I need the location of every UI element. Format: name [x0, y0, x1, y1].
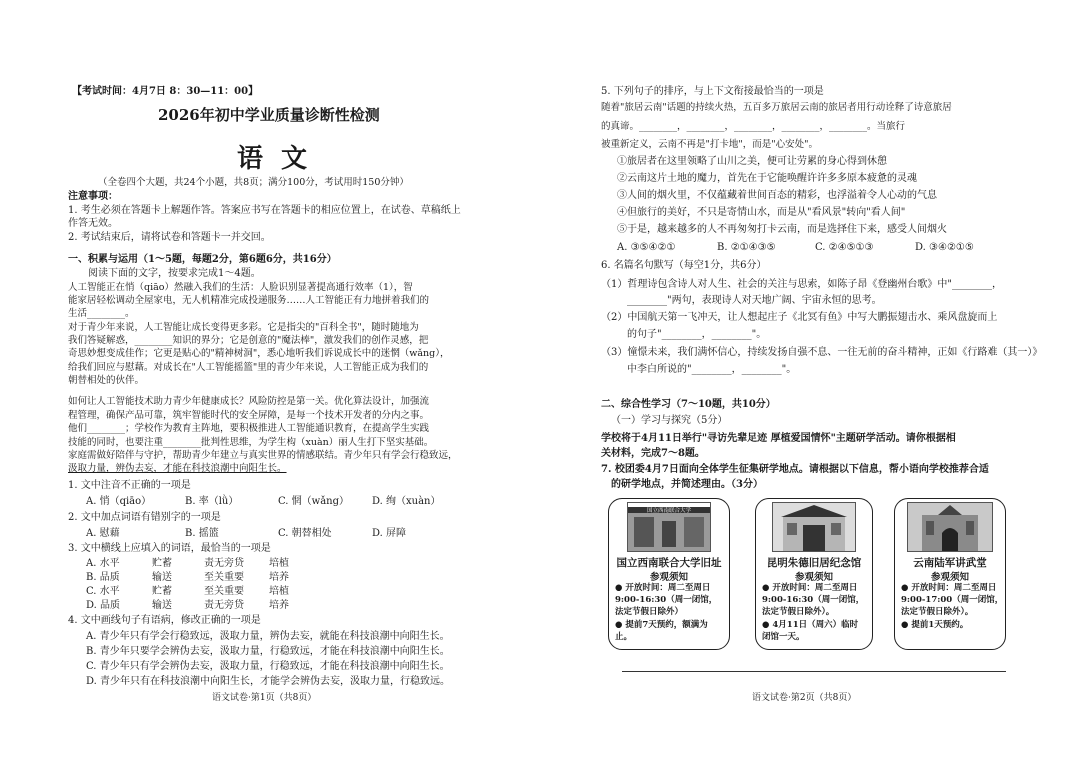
note-line: 1. 考生必须在答题卡上解题作答。答案应书写在答题卡的相应位置上，在试卷、草稿纸上	[68, 205, 461, 216]
site-card-southwest-associated-university	[608, 498, 730, 650]
note-line: 作答无效。	[68, 218, 118, 229]
q5-item: ③人间的烟火里，不仅蕴藏着世间百态的精彩，也浮溢着令人心动的气息	[617, 190, 937, 201]
q4-option: D. 青少年只有在科技浪潮中向阳生长，才能学会辨伪去妄，汲取力量，行稳致远。	[86, 676, 451, 687]
rules-line: ● 提前7天预约，额满为	[615, 620, 708, 630]
q4-option: B. 青少年只要学会辨伪去妄，汲取力量，行稳致远，才能在科技浪潮中向阳生长。	[86, 646, 450, 657]
passage-underlined-line: 汲取力量，辨伪去妄，才能在科技浪潮中向阳生长。	[68, 463, 287, 474]
q5-text: 随着"旅居云南"话题的持续火热，五百多万旅居云南的旅居者用行动诠释了诗意旅居	[601, 102, 952, 113]
site-name: 云南陆军讲武堂	[913, 557, 987, 569]
q3-row-c-2: 贮蓄	[152, 586, 172, 597]
site-card-zhu-de-residence	[755, 498, 873, 650]
rules-line: ● 开放时间：周二至周日	[901, 583, 997, 593]
q5-item: ⑤于是，越来越多的人不再匆匆打卡云南，而是选择住下来，感受人间烟火	[617, 224, 947, 235]
q1-option-d: D. 绚（xuàn）	[372, 496, 441, 507]
q5-item: ④但旅行的美好，不只是寄情山水，而是从"看风景"转向"看人间"	[617, 207, 906, 218]
rules-line: ● 4月11日（周六）临时	[762, 620, 859, 630]
site-name: 昆明朱德旧居纪念馆	[766, 557, 862, 569]
rules-line: ● 开放时间：周二至周日	[762, 583, 858, 593]
rules-line: 法定节假日除外）。	[762, 607, 835, 617]
rules-line: 9:00-16:30（周一闭馆，	[762, 595, 865, 605]
question-2: 2. 文中加点词语有错别字的一项是	[68, 512, 221, 523]
sub-heading: （一）学习与探究（5分）	[611, 415, 728, 426]
passage-line: 程管理，确保产品可靠，筑牢智能时代的安全屏障，是每一个技术开发者的分内之事。	[68, 410, 430, 421]
q3-row-d-2: 输送	[152, 600, 172, 611]
site-photo	[772, 502, 856, 552]
passage-line: 我们答疑解惑，________知识的界分；它是创意的"魔法棒"，激发我们的创作灵感，把	[68, 335, 429, 346]
q3-row-a-4: 培植	[269, 558, 289, 569]
photo-sign-text: 国立西南联合大学	[646, 508, 692, 514]
passage-line: 技能的同时，也要注重________批判性思维，为学生构（xuàn）丽人生打下坚实基础。	[68, 437, 434, 448]
q5-text: 的真谛。________，________，________，________，________。当旅行	[601, 121, 906, 132]
q2-option-d: D. 屏障	[372, 528, 407, 539]
q2-option-b: B. 摇篮	[185, 528, 219, 539]
q3-row-a-2: 贮蓄	[152, 558, 172, 569]
q1-option-b: B. 率（lǜ）	[185, 496, 239, 507]
passage-line: 家庭需做好陪伴与守护，帮助青少年建立与真实世界的情感联结。青少年只有学会行稳致远，	[68, 450, 458, 461]
q2-option-c: C. 朝替相处	[278, 528, 332, 539]
passage-line: 他们________；学校作为教育主阵地，要积极推进人工智能通识教育，在提高学生实践	[68, 423, 430, 434]
q3-row-d-3: 责无旁贷	[204, 600, 244, 611]
q5-item: ①旅居者在这里领略了山川之美，便可让劳累的身心得到休憩	[617, 156, 887, 167]
reading-prompt: 阅读下面的文字，按要求完成1～4题。	[88, 268, 261, 279]
page-footer: 语文试卷·第1页（共8页）	[212, 693, 317, 703]
q6-line: （1）哲理诗包含诗人对人生、社会的关注与思索，如陈子昂《登幽州台歌》中"________，	[601, 279, 1002, 290]
passage-line: 给我们回应与慰藉。对成长在"人工智能摇篮"里的青少年来说，人工智能正成为我们的	[68, 362, 429, 373]
rules-title: 参观须知	[794, 572, 833, 583]
site-card-yunnan-military-academy	[894, 498, 1006, 650]
exam-title: 2026年初中学业质量诊断性检测	[158, 106, 380, 124]
question-7: 7. 校团委4月7日面向全体学生征集研学地点。请根据以下信息，帮小语向学校推荐合适	[601, 464, 989, 475]
passage-line: 如何让人工智能技术助力青少年健康成长？风险防控是第一关。优化算法设计，加强流	[68, 396, 430, 407]
q4-option: C. 青少年只有学会辨伪去妄，汲取力量，行稳致远，才能在科技浪潮中向阳生长。	[86, 661, 450, 672]
exam-time: 【考试时间：4月7日 8：30—11：00】	[72, 86, 259, 97]
question-6: 6. 名篇名句默写（每空1分，共6分）	[601, 260, 767, 271]
q6-line: 的句子"________，________"。	[627, 329, 767, 340]
site-name: 国立西南联合大学旧址	[616, 557, 722, 569]
question-7: 的研学地点，并简述理由。（3分）	[611, 479, 763, 490]
rules-line: ● 开放时间：周二至周日	[615, 583, 711, 593]
q3-row-b-3: 至关重要	[204, 572, 244, 583]
q3-row-d-4: 培养	[269, 600, 289, 611]
q3-row-b-4: 培养	[269, 572, 289, 583]
q5-option-d: D. ③④②①⑤	[915, 242, 974, 253]
q3-row-a-1: A. 水平	[86, 558, 120, 569]
q6-line: （3）憧憬未来，我们满怀信心，持续发扬自强不息、一往无前的奋斗精神，正如《行路难（其一）》	[601, 347, 1043, 358]
passage-line: 朝替相处的伙伴。	[68, 375, 145, 386]
q3-row-b-1: B. 品质	[86, 572, 120, 583]
q1-option-a: A. 悄（qiāo）	[86, 496, 152, 507]
site-photo	[907, 502, 993, 552]
q4-option: A. 青少年只有学会行稳致远，汲取力量，辨伪去妄，就能在科技浪潮中向阳生长。	[86, 631, 450, 642]
rules-line: 9:00-16:30（周一闭馆，	[615, 595, 718, 605]
q5-option-a: A. ③⑤④②①	[617, 242, 676, 253]
q2-option-a: A. 慰藉	[86, 528, 120, 539]
rules-line: 9:00-17:00（周一闭馆，	[901, 595, 1004, 605]
page-footer: 语文试卷·第2页（共8页）	[752, 693, 857, 703]
q3-row-c-3: 至关重要	[204, 586, 244, 597]
section-2-heading: 二、综合性学习（7～10题，共10分）	[601, 399, 776, 410]
q6-line: ________"两句，表现诗人对天地广阔、宇宙永恒的思考。	[627, 295, 882, 306]
site-photo	[627, 502, 711, 552]
q5-option-c: C. ②④⑤①③	[815, 242, 874, 253]
q3-row-a-3: 责无旁贷	[204, 558, 244, 569]
rules-title: 参观须知	[649, 572, 688, 583]
note-line: 2. 考试结束后，请将试卷和答题卡一并交回。	[68, 232, 271, 243]
section-1-heading: 一、积累与运用（1～5题，每题2分，第6题6分，共16分）	[68, 254, 337, 265]
q5-item: ②云南这片土地的魔力，首先在于它能唤醒许许多多原本疲惫的灵魂	[617, 173, 917, 184]
q3-row-c-4: 培植	[269, 586, 289, 597]
passage-line: 能家居轻松调动全屋家电，无人机精准完成投递服务……人工智能正有力地拼着我们的	[68, 295, 430, 306]
rules-line: 法定节假日除外）。	[901, 607, 974, 617]
passage-line: 生活________。	[68, 308, 135, 319]
question-1: 1. 文中注音不正确的一项是	[68, 480, 191, 491]
exam-info: （全卷四个大题，共24个小题，共8页；满分100分，考试用时150分钟）	[98, 177, 409, 188]
subject-title: 语文	[237, 144, 326, 174]
q5-option-b: B. ②①④③⑤	[717, 242, 776, 253]
intro-line: 学校将于4月11日举行"寻访先辈足迹 厚植爱国情怀"主题研学活动。请你根据相	[601, 433, 956, 444]
q3-row-d-1: D. 品质	[86, 600, 121, 611]
notes-heading: 注意事项：	[68, 191, 118, 202]
q6-line: 中李白所说的"________，________"。	[627, 364, 797, 375]
q3-row-b-2: 输送	[152, 572, 172, 583]
rules-line: 止。	[615, 632, 633, 642]
passage-line: 人工智能正在悄（qiāo）然融入我们的生活：人脸识别显著提高通行效率（1），智	[68, 282, 413, 293]
rules-line: 法定节假日除外）	[615, 607, 684, 617]
q6-line: （2）中国航天第一飞冲天，让人想起庄子《北冥有鱼》中写大鹏振翅击水、乘风盘旋而上	[601, 312, 998, 323]
passage-line: 奇思妙想变成佳作；它更是贴心的"精神树洞"，悉心地听我们诉说成长中的迷惘（wǎng），	[68, 348, 450, 359]
intro-line: 关材料，完成7～8题。	[601, 448, 705, 459]
question-4: 4. 文中画线句子有语病，修改正确的一项是	[68, 615, 261, 626]
q3-row-c-1: C. 水平	[86, 586, 120, 597]
q1-option-c: C. 惘（wǎng）	[278, 496, 350, 507]
rules-line: ● 提前1天预约。	[901, 620, 969, 630]
question-3: 3. 文中横线上应填入的词语，最恰当的一项是	[68, 543, 271, 554]
question-5: 5. 下列句子的排序，与上下文衔接最恰当的一项是	[601, 86, 824, 97]
rules-line: 闭馆一天。	[762, 632, 805, 642]
rules-title: 参观须知	[930, 572, 969, 583]
divider	[622, 671, 1006, 672]
passage-line: 对于青少年来说，人工智能让成长变得更多彩。它是指尖的"百科全书"，随时随地为	[68, 322, 419, 333]
q5-text: 被重新定义，云南不再是"打卡地"，而是"心安处"。	[601, 139, 818, 150]
